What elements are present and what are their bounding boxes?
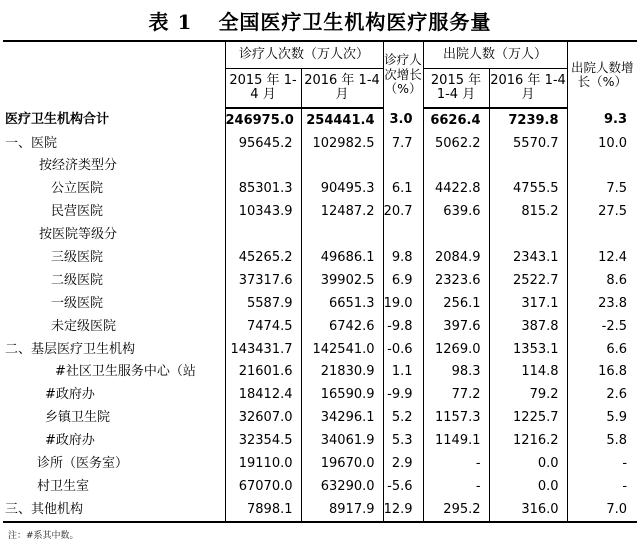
cell-vg: 9.8 [383,246,423,269]
cell-d2015: 2323.6 [423,269,489,292]
cell-v2015: 10343.9 [225,201,301,224]
cell-dg: 5.9 [567,407,637,430]
cell-v2016: 6651.3 [301,292,383,315]
table-row [3,292,637,315]
cell-vg [383,155,423,178]
cell-vg: 6.1 [383,178,423,201]
table-body [3,108,637,522]
cell-v2015: 45265.2 [225,246,301,269]
cell-v2016: 34296.1 [301,407,383,430]
cell-dg: - [567,475,637,498]
row-label: #政府办 [45,387,95,403]
cell-d2016: 4755.5 [489,178,567,201]
table-row [3,429,637,452]
table-row [3,452,637,475]
row-label: #社区卫生服务中心（站 [55,364,196,380]
cell-d2015: 1149.1 [423,429,489,452]
row-label: 三级医院 [51,249,104,265]
table-number: 表 1 [148,10,193,34]
cell-d2016: 0.0 [489,452,567,475]
cell-d2016: 1225.7 [489,407,567,430]
cell-dg: 6.6 [567,338,637,361]
cell-v2016: 63290.0 [301,475,383,498]
table-row [3,155,637,178]
cell-d2016: 5570.7 [489,132,567,155]
header-visits-2016: 2016 年 1-4 月 [301,69,383,109]
cell-v2016: 102982.5 [301,132,383,155]
cell-d2015: 4422.8 [423,178,489,201]
cell-dg: 8.6 [567,269,637,292]
table-title-text: 全国医疗卫生机构医疗服务量 [218,10,492,34]
cell-v2015: 19110.0 [225,452,301,475]
cell-v2015: 32607.0 [225,407,301,430]
cell-vg: 20.7 [383,201,423,224]
table-row [3,178,637,201]
cell-dg: 9.3 [567,108,637,132]
header-discharge-growth: 出院人数增长（%） [567,41,637,108]
row-label: 按医院等级分 [39,227,118,243]
cell-dg: 7.0 [567,498,637,522]
header-discharge-2016: 2016 年 1-4 月 [489,69,567,109]
row-label: 医疗卫生机构合计 [5,112,110,128]
table-row [3,201,637,224]
cell-v2015: 143431.7 [225,338,301,361]
cell-v2016: 16590.9 [301,384,383,407]
header-visits-group: 诊疗人次数（万人次） [225,41,383,69]
cell-v2016: 90495.3 [301,178,383,201]
cell-v2016 [301,223,383,246]
cell-d2016 [489,223,567,246]
cell-dg: 2.6 [567,384,637,407]
cell-d2016: 79.2 [489,384,567,407]
cell-d2016: 815.2 [489,201,567,224]
cell-dg: 10.0 [567,132,637,155]
cell-v2016 [301,155,383,178]
cell-v2015: 95645.2 [225,132,301,155]
cell-vg: -5.6 [383,475,423,498]
cell-d2015: - [423,475,489,498]
cell-v2016: 19670.0 [301,452,383,475]
cell-d2015: 295.2 [423,498,489,522]
cell-vg: 1.1 [383,361,423,384]
cell-vg [383,223,423,246]
cell-d2016: 1216.2 [489,429,567,452]
cell-v2016: 34061.9 [301,429,383,452]
cell-v2016: 254441.4 [301,108,383,132]
cell-d2016: 0.0 [489,475,567,498]
cell-v2016: 39902.5 [301,269,383,292]
cell-v2015: 7898.1 [225,498,301,522]
table-row [3,338,637,361]
header-visits-growth: 诊疗人次增长（%） [383,41,423,108]
cell-v2015: 37317.6 [225,269,301,292]
header-visits-2015: 2015 年 1-4 月 [225,69,301,109]
cell-v2015: 21601.6 [225,361,301,384]
row-label: 二、基层医疗卫生机构 [5,341,136,357]
row-label: 三、其他机构 [3,498,225,522]
cell-vg: 5.3 [383,429,423,452]
cell-vg: 3.0 [383,108,423,132]
cell-vg: 6.9 [383,269,423,292]
cell-d2015: 256.1 [423,292,489,315]
table-row [3,407,637,430]
table-row [3,498,637,522]
cell-dg [567,155,637,178]
cell-v2016: 21830.9 [301,361,383,384]
cell-dg: 23.8 [567,292,637,315]
cell-v2015: 5587.9 [225,292,301,315]
row-label: 公立医院 [51,181,104,197]
row-label: 按经济类型分 [39,158,118,174]
cell-dg: 7.5 [567,178,637,201]
cell-d2015: 98.3 [423,361,489,384]
cell-v2016: 49686.1 [301,246,383,269]
cell-vg: 5.2 [383,407,423,430]
row-label: #政府办 [45,433,95,449]
table-row [3,223,637,246]
table-title [0,6,640,35]
cell-vg: 12.9 [383,498,423,522]
cell-d2015: 1269.0 [423,338,489,361]
cell-d2016: 1353.1 [489,338,567,361]
table-row [3,246,637,269]
cell-d2016: 317.1 [489,292,567,315]
cell-d2015: 6626.4 [423,108,489,132]
cell-v2015: 7474.5 [225,315,301,338]
cell-v2016: 6742.6 [301,315,383,338]
cell-d2015: 77.2 [423,384,489,407]
cell-v2015 [225,155,301,178]
medical-service-table [3,40,637,523]
cell-vg: 7.7 [383,132,423,155]
cell-d2016: 387.8 [489,315,567,338]
row-label: 村卫生室 [37,478,90,494]
table-row [3,475,637,498]
table-row [3,108,637,132]
cell-d2015: - [423,452,489,475]
row-label: 民营医院 [51,204,104,220]
row-label: 诊所（医务室） [37,455,129,471]
cell-dg: 27.5 [567,201,637,224]
cell-d2015: 397.6 [423,315,489,338]
cell-v2016: 142541.0 [301,338,383,361]
row-label: 未定级医院 [51,318,117,334]
cell-dg [567,223,637,246]
cell-v2016: 8917.9 [301,498,383,522]
footnote: 注：#系其中数。 [8,531,79,541]
cell-dg: -2.5 [567,315,637,338]
cell-d2015: 5062.2 [423,132,489,155]
cell-vg: 2.9 [383,452,423,475]
cell-v2015 [225,223,301,246]
row-label: 一、医院 [5,135,58,151]
row-label: 乡镇卫生院 [45,410,111,426]
cell-v2016: 12487.2 [301,201,383,224]
cell-d2015: 639.6 [423,201,489,224]
cell-dg: 12.4 [567,246,637,269]
cell-d2015 [423,155,489,178]
row-label: 二级医院 [51,272,104,288]
cell-d2016: 7239.8 [489,108,567,132]
header-name-cell [3,41,225,108]
cell-vg: -9.9 [383,384,423,407]
cell-vg: 19.0 [383,292,423,315]
table-row [3,269,637,292]
table-row [3,315,637,338]
cell-vg: -9.8 [383,315,423,338]
cell-d2016: 316.0 [489,498,567,522]
table-row [3,384,637,407]
cell-vg: -0.6 [383,338,423,361]
cell-d2016: 2522.7 [489,269,567,292]
cell-d2015: 2084.9 [423,246,489,269]
cell-dg: 5.8 [567,429,637,452]
table-row [3,132,637,155]
row-label: 一级医院 [51,295,104,311]
cell-v2015: 67070.0 [225,475,301,498]
cell-v2015: 32354.5 [225,429,301,452]
cell-d2016 [489,155,567,178]
cell-v2015: 85301.3 [225,178,301,201]
header-discharge-2015: 2015 年 1-4 月 [423,69,489,109]
cell-d2016: 2343.1 [489,246,567,269]
cell-dg: 16.8 [567,361,637,384]
cell-d2015: 1157.3 [423,407,489,430]
cell-dg: - [567,452,637,475]
table-row [3,361,637,384]
cell-d2016: 114.8 [489,361,567,384]
header-discharge-group: 出院人数（万人） [423,41,567,69]
cell-v2015: 246975.0 [225,108,301,132]
cell-d2015 [423,223,489,246]
cell-v2015: 18412.4 [225,384,301,407]
